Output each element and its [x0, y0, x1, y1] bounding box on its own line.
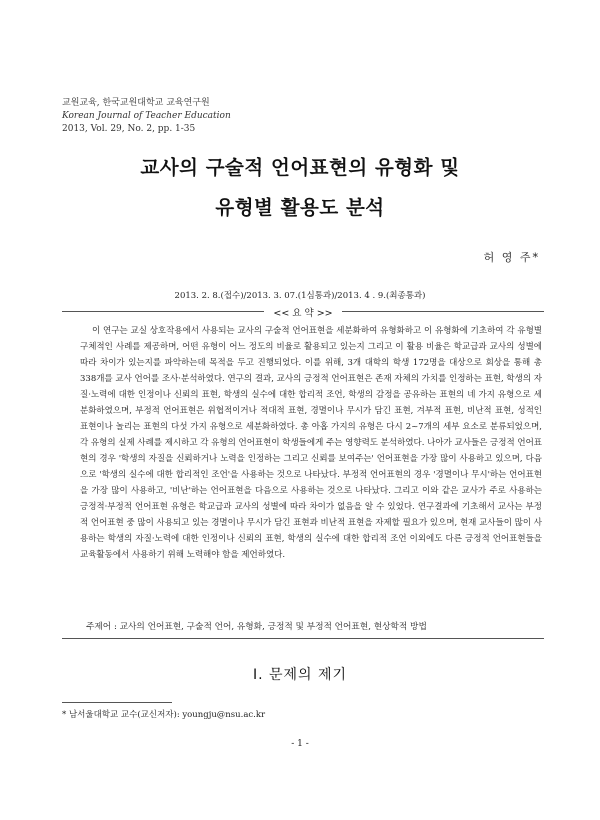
page-number: - 1 - — [291, 739, 309, 749]
submission-dates: 2013. 2. 8.(접수)/2013. 3. 07.(1심통과)/2013. 4 . 9.(최종통과) — [174, 291, 426, 301]
footnote-divider — [62, 702, 172, 703]
abstract-rule-right — [342, 311, 544, 312]
journal-volume: 2013, Vol. 29, No. 2, pp. 1-35 — [62, 124, 196, 134]
abstract-label: << 요 약 >> — [273, 308, 333, 319]
keywords-divider — [62, 638, 544, 639]
abstract-header — [62, 305, 544, 317]
author-name: 허 영 주* — [483, 251, 540, 264]
journal-name-en: Korean Journal of Teacher Education — [62, 111, 231, 121]
paper-title-line-1: 교사의 구술적 언어표현의 유형화 및 — [140, 156, 460, 179]
author-footnote: * 남서울대학교 교수(교신저자): youngju@nsu.ac.kr — [62, 710, 266, 720]
abstract-body — [80, 323, 542, 563]
journal-publisher: 교원교육, 한국교원대학교 교육연구원 — [62, 98, 210, 108]
section-heading: Ⅰ. 문제의 제기 — [252, 667, 348, 683]
journal-info — [62, 97, 231, 136]
paper-title-line-2: 유형별 활용도 분석 — [215, 196, 385, 219]
keywords: 주제어 : 교사의 언어표현, 구술적 언어, 유형화, 긍정적 및 부정적 언어표현, 현상학적 방법 — [86, 622, 427, 632]
abstract-text: 이 연구는 교실 상호작용에서 사용되는 교사의 구술적 언어표현을 세분화하여 유형화하고 이 유형화에 기초하여 각 유형별 구체적인 사례를 제공하며, 어떤 유형이 어느 정도의 비율로 활용되고 있는지 그리고 이 활용 비율은 학교급과 교사의 성별에 따라 차이가 있는지를 파악하는데 목적을 두고 진행되었다. 이를 위해, 3개 대학의 학생 172명을 대상으로 회상을 통해 총 338개를 교사 언어를 조사·분석하였다. 연구의 결과, 교사의 긍정적 언어표현은 존재 자체의 가치를 인정하는 표현, 학생의 자질·노력에 대한 인정이나 신뢰의 표현, 학생의 실수에 대한 합리적 조언, 학생의 감정을 공유하는 표현의 네 가지 유형으로 세분화하였으며, 부정적 언어표현은 위협적이거나 적대적 표현, 경멸이나 무시가 담긴 표현, 겨부적 표현, 비난적 표현, 성적인 표현이나 놀리는 표현의 다섯 가지 유형으로 세분화하였다. 총 아홉 가지의 유형은 다시 2~7개의 세부 요소로 분류되었으며, 각 유형의 실제 사례를 제시하고 각 유형의 언어표현이 학생들에게 주는 영향력도 분석하였다. 나아가 교사들은 긍정적 언어표현의 경우 '학생의 자질을 신뢰하거나 노력을 인정하는 그리고 신뢰를 보여주는' 언어표현을 가장 많이 사용하고 있으며, 다음으로 '학생의 실수에 대한 합리적인 조언'을 사용하는 것으로 나타났다. 부정적 언어표현의 경우 '경멸이나 무시'하는 언어표현을 가장 많이 사용하고, '비난'하는 언어표현을 다음으로 사용하는 것으로 나타났다. 그리고 이와 같은 교사가 주로 사용하는 긍정적·부정적 언어표현 유형은 학교급과 교사의 성별에 따라 차이가 없음을 알 수 있었다. 연구결과에 기초해서 교사는 부정적 언어표현 중 많이 사용되고 있는 경멸이나 무시가 담긴 표현과 비난적 표현을 자제할 필요가 있으며, 현재 교사들이 많이 사용하는 학생의 자질·노력에 대한 인정이나 신뢰의 표현, 학생의 실수에 대한 합리적 조언 이외에도 다른 긍정적 언어표현들을 교육활동에서 사용하기 위해 노력해야 함을 제언하였다. — [80, 326, 542, 560]
